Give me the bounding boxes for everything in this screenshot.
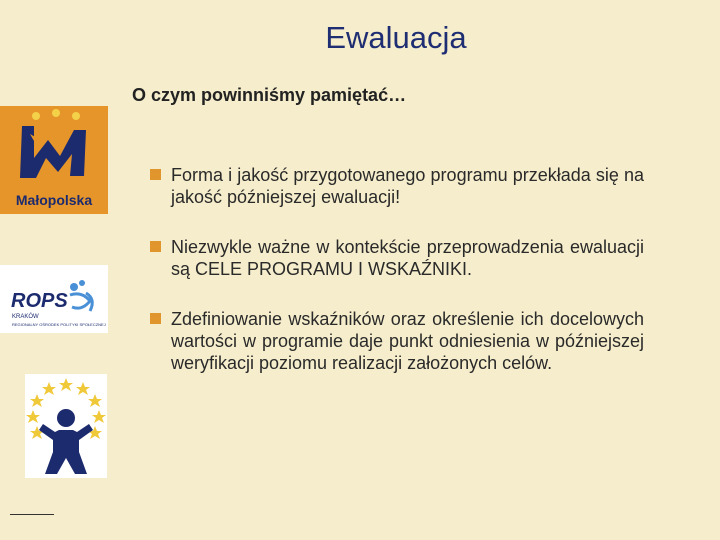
rops-logo: [0, 265, 108, 333]
bullet-item: [150, 308, 644, 374]
bullet-text: Forma i jakość przygotowanego programu przekłada się na jakość późniejszej ewaluacji!: [171, 165, 644, 207]
rops-logo-brand: ROPS: [11, 290, 68, 312]
slide-title: Ewaluacja: [325, 20, 467, 55]
bullet-square-icon: [150, 169, 161, 180]
bullet-list: [150, 164, 644, 402]
bullet-item: [150, 164, 644, 208]
rops-logo-city: KRAKÓW: [12, 314, 39, 320]
bullet-text: Zdefiniowanie wskaźników oraz określenie ich docelowych wartości w programie daje punkt odniesienia w późniejszej weryfikacji poziomu realizacji założonych celów.: [171, 309, 644, 373]
malopolska-logo-label: Małopolska: [15, 192, 93, 208]
footer-divider: [10, 514, 54, 515]
malopolska-logo: [0, 106, 108, 214]
bullet-text: Niezwykle ważne w kontekście przeprowadzenia ewaluacji są CELE PROGRAMU I WSKAŹNIKI.: [171, 237, 644, 279]
bullet-item: [150, 236, 644, 280]
eu-logo: [25, 374, 107, 478]
slide-subtitle: O czym powinniśmy pamiętać…: [132, 85, 407, 105]
eu-stars-figure-icon: [25, 374, 107, 478]
malopolska-logo-icon: [0, 106, 108, 194]
bullet-square-icon: [150, 241, 161, 252]
rops-logo-tagline: REGIONALNY OŚRODEK POLITYKI SPOŁECZNEJ: [12, 322, 106, 327]
bullet-square-icon: [150, 313, 161, 324]
